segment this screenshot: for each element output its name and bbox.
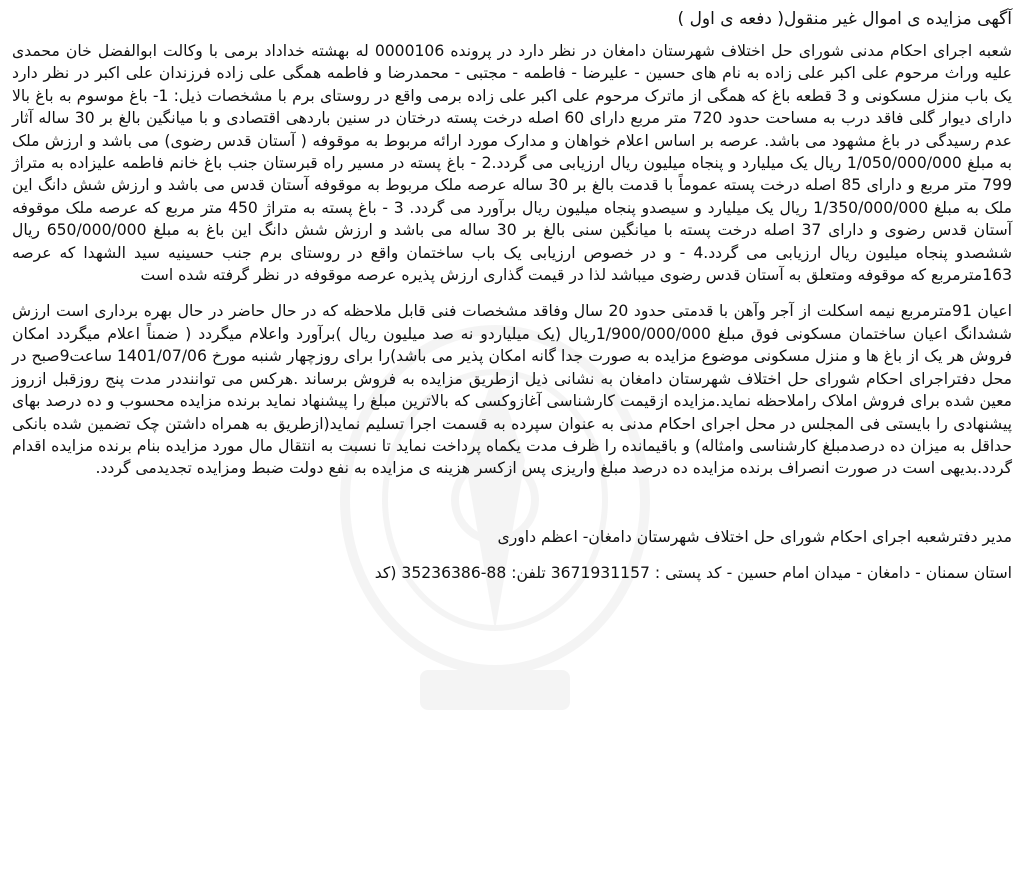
auction-notice [12,6,1012,584]
notice-paragraph-auction-terms: اعیان 91مترمربع نیمه اسکلت از آجر وآهن با قدمتی حدود 20 سال وفاقد مشخصات فنی قابل ملاحظه که در حال حاضر در حال بهره برداری است ارزش ششدانگ اعیان ساختمان مسکونی فوق مبلغ 1/900/000/000ریال (یک میلیاردو نه صد میلیون ریال )برآورد واعلام میگردد ( ضمناً اعلام میگردد امکان فروش هر یک از باغ ها و منزل مسکونی موضوع مزایده به صورت جدا گانه امکان پذیر می باشد)را برای روزچهار شنبه مورخ 1401/07/06 ساعت9صبح در محل دفتراجرای احکام شورای حل اختلاف شهرستان دامغان به نشانی ذیل ازطریق مزایده به فروش برساند .هرکس می تواننددر مدت پنج روزقبل ازروز معین شده برای فروش املاک راملاحظه نماید.مزایده ازقیمت کارشناسی آغازوکسی که بالاترین مبلغ را پیشنهاد نماید برنده مزایده محسوب و ده درصد بهای پیشنهادی را بایستی فی المجلس در محل اجرای احکام مدنی به عنوان سپرده به قسمت اجرا تسلیم نماید(ازطریق به همراه داشتن چک تضمین شده بانکی حداقل به میزان ده درصدمبلغ کارشناسی وامثاله) و باقیمانده را ظرف مدت یکماه پرداخت نماید تا نسبت به انتقال مال مورد مزایده بنام برنده مزایده اقدام گردد.بدیهی است در صورت انصراف برنده مزایده ده درصد مبلغ واریزی پس ازکسر هزینه ی مزایده به نفع دولت ضبط ومزایده تجدیدمی گردد. [12,302,1012,478]
notice-address: استان سمنان - دامغان - میدان امام حسین - کد پستی : 3671931157 تلفن: 88-35236386 (کد [374,563,1012,582]
notice-signature: مدیر دفترشعبه اجرای احکام شورای حل اختلاف شهرستان دامغان- اعظم داوری [497,527,1012,546]
notice-title: آگهی مزایده ی اموال غیر منقول( دفعه ی اول ) [677,9,1012,29]
notice-paragraph-properties: شعبه اجرای احکام مدنی شورای حل اختلاف شهرستان دامغان در نظر دارد در پرونده 0000106 له بهشته خداداد برمی با وکالت ابوالفضل خان محمدی علیه وراث مرحوم علی اکبر علی زاده به نام های حسین - علیرضا - فاطمه - مجتبی - محمدرضا و فاطمه همگی علی زاده فرزندان علی اکبر در نظر دارد یک باب منزل مسکونی و 3 قطعه باغ که همگی از ماترک مرحوم علی اکبر علی زاده برمی واقع در روستای برم با مشخصات ذیل: 1- باغ موسوم به باغ بالا دارای دیوار گلی فاقد درب به مساحت حدود 720 متر مربع دارای 60 اصله درخت پسته درختان در سنین باردهی اقتصادی و با میانگین بالغ بر 30 ساله آثار عدم رسیدگی در باغ مشهود می باشد. عرصه بر اساس اعلام خواهان و مدارک مورد ارائه مربوط به موقوفه ( آستان قدس رضوی) می باشد و ارزش ملک به مبلغ 1/050/000/000 ریال یک میلیارد و پنجاه میلیون ریال ارزیابی می گردد.2 - باغ پسته در مسیر راه قبرستان جنب باغ خانم فاطمه علیزاده به متراژ 799 متر مربع و دارای 85 اصله درخت پسته عموماً با قدمت بالغ بر 30 ساله عرصه ملک مربوط به موقوفه آستان قدس می باشد و ارزش شش دانگ این ملک به مبلغ 1/350/000/000 ریال یک میلیارد و سیصدو پنجاه میلیون ریال برآورد می گردد. 3 - باغ پسته به متراژ 450 متر مربع که عرصه ملک موقوفه آستان قدس رضوی و دارای 37 اصله درخت پسته با میانگین سنی بالغ بر 30 ساله می باشد و ارزش شش دانگ این باغ به مبلغ 650/000/000 ریال ششصدو پنجاه میلیون ریال ارزیابی می گردد.4 - و در خصوص ارزیابی یک باب ساختمان واقع در روستای برم جنب حسینیه سید الشهدا که عرصه 163مترمربع که موقوفه ومتعلق به آستان قدس رضوی میباشد لذا در قیمت گذاری ارزش پذیره عرصه موقوفه در نظر گرفته شده است [12,42,1013,285]
